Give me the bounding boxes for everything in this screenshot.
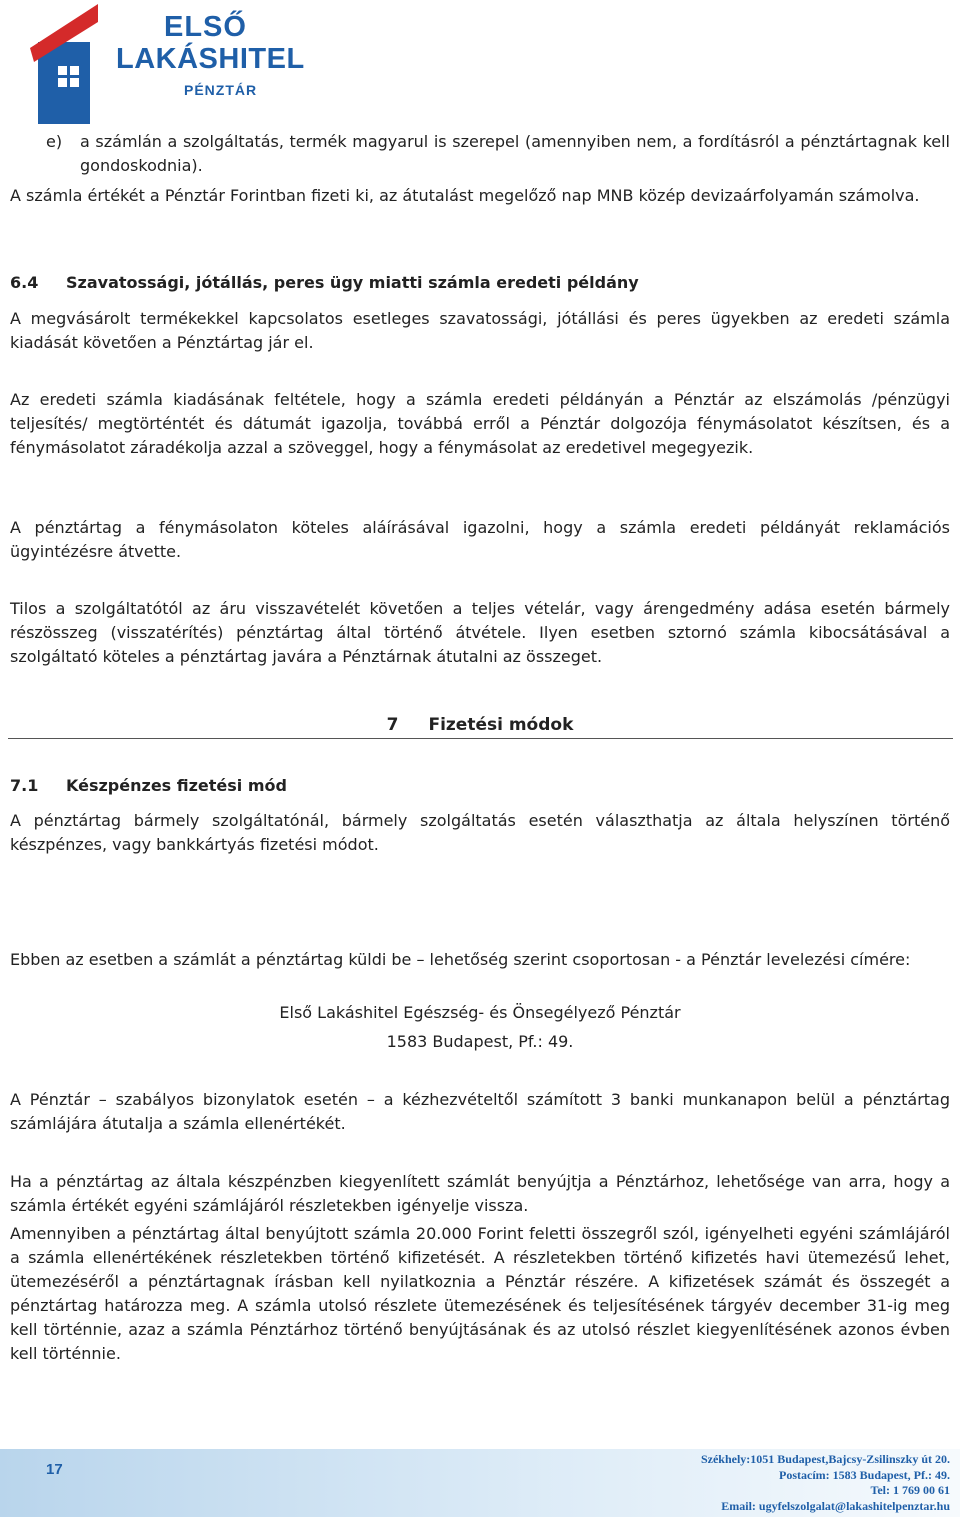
paragraph-installment: Amennyiben a pénztártag által benyújtott számla 20.000 Forint feletti összegről szól, igényelheti egyéni számlájáról a számla ellenértékének részletekben történő kifizetését. A részletekben történő kifizetés havi ütemezésű lehet, ütemezéséről a pénztártagnak írásban kell nyilatkoznia a Pénztár részére. A kifizetések számát és összegét a pénztártag határozza meg. A számla utolsó részlete ütemezésének és teljesítésének tárgyév december 31-ig meg kell történnie, azaz a számla Pénztárhoz történő benyújtásának és az utolsó részlet kiegyenlítésének azonos évben kell történnie. <box>10 1224 950 1363</box>
logo-text <box>116 12 305 100</box>
heading-divider <box>8 738 953 739</box>
footer-postal: Postacím: 1583 Budapest, Pf.: 49. <box>779 1467 950 1482</box>
paragraph-warranty: A megvásárolt termékekkel kapcsolatos esetleges szavatossági, jótállási és peres ügyekben az eredeti számla kiadását követően a Pénztártag jár el. <box>10 309 950 352</box>
list-marker: e) <box>46 132 63 151</box>
footer-seat: Székhely:1051 Budapest,Bajcsy-Zsilinszky út 20. <box>700 1452 950 1466</box>
logo-line-1: ELSŐ <box>164 11 247 43</box>
paragraph-forbidden: Tilos a szolgáltatótól az áru visszavételét követően a teljes vételár, vagy árengedmény adása esetén bármely részösszeg (visszatérítés) pénztártag által történő átvétele. Ilyen esetben sztornó számla kibocsátásával a szolgáltató köteles a pénztártag javára a Pénztárnak átutalni az összeget. <box>10 599 950 666</box>
list-item-e <box>46 130 950 178</box>
list-item-text: a számlán a szolgáltatás, termék magyarul is szerepel (amennyiben nem, a fordításról a pénztártagnak kell gondoskodnia). <box>80 132 950 175</box>
section-title: Szavatossági, jótállás, peres ügy miatti számla eredeti példány <box>66 273 639 292</box>
company-logo <box>30 4 310 124</box>
chapter-heading-7 <box>0 712 960 738</box>
section-heading-7-1 <box>10 774 287 798</box>
paragraph-refund: Ha a pénztártag az általa készpénzben kiegyenlített számlát benyújtja a Pénztárhoz, lehetősége van arra, hogy a számla értékét egyéni számlájáról részletekben igényelje vissza. <box>10 1172 950 1215</box>
address-line-1: Első Lakáshitel Egészség- és Önsegélyező Pénztár <box>279 1003 681 1022</box>
section-number: 6.4 <box>10 273 39 292</box>
footer-email: Email: ugyfelszolgalat@lakashitelpenztar.hu <box>721 1498 950 1513</box>
section-number: 7.1 <box>10 776 39 795</box>
logo-line-2: LAKÁSHITEL <box>116 43 305 75</box>
paragraph-currency: A számla értékét a Pénztár Forintban fizeti ki, az átutalást megelőző nap MNB közép devizaárfolyamán számolva. <box>10 186 920 205</box>
paragraph-cash: A pénztártag bármely szolgáltatónál, bármely szolgáltatás esetén választhatja az általa helyszínen történő készpénzes, vagy bankkártyás fizetési módot. <box>10 811 950 854</box>
page-number: 17 <box>46 1461 63 1478</box>
logo-line-3: PÉNZTÁR <box>184 82 258 98</box>
chapter-number: 7 <box>386 715 399 735</box>
address-line-2: 1583 Budapest, Pf.: 49. <box>386 1032 574 1051</box>
footer-contact <box>530 1452 950 1514</box>
paragraph-signature: A pénztártag a fénymásolaton köteles aláírásával igazolni, hogy a számla eredeti példányát reklamációs ügyintézésre átvette. <box>10 518 950 561</box>
house-logo-icon <box>30 4 120 124</box>
paragraph-transfer: A Pénztár – szabályos bizonylatok esetén – a kézhezvételtől számított 3 banki munkanapon belül a pénztártag számlájára átutalja a számla ellenértékét. <box>10 1090 950 1133</box>
chapter-title: Fizetési módok <box>428 715 574 735</box>
section-heading-6-4 <box>10 271 639 295</box>
paragraph-send: Ebben az esetben a számlát a pénztártag küldi be – lehetőség szerint csoportosan - a Pénztár levelezési címére: <box>10 950 911 969</box>
page-footer <box>0 1449 960 1517</box>
paragraph-condition: Az eredeti számla kiadásának feltétele, hogy a számla eredeti példányán a Pénztár az elszámolás /pénzügyi teljesítés/ megtörténtét és dátumát igazolja, továbbá erről a Pénztár dolgozója fénymásolatot készítsen, és a fénymásolatot záradékolja azzal a szöveggel, hogy a fénymásolat az eredetivel megegyezik. <box>10 390 950 457</box>
footer-phone: Tel: 1 769 00 61 <box>870 1483 950 1497</box>
section-title: Készpénzes fizetési mód <box>66 776 287 795</box>
